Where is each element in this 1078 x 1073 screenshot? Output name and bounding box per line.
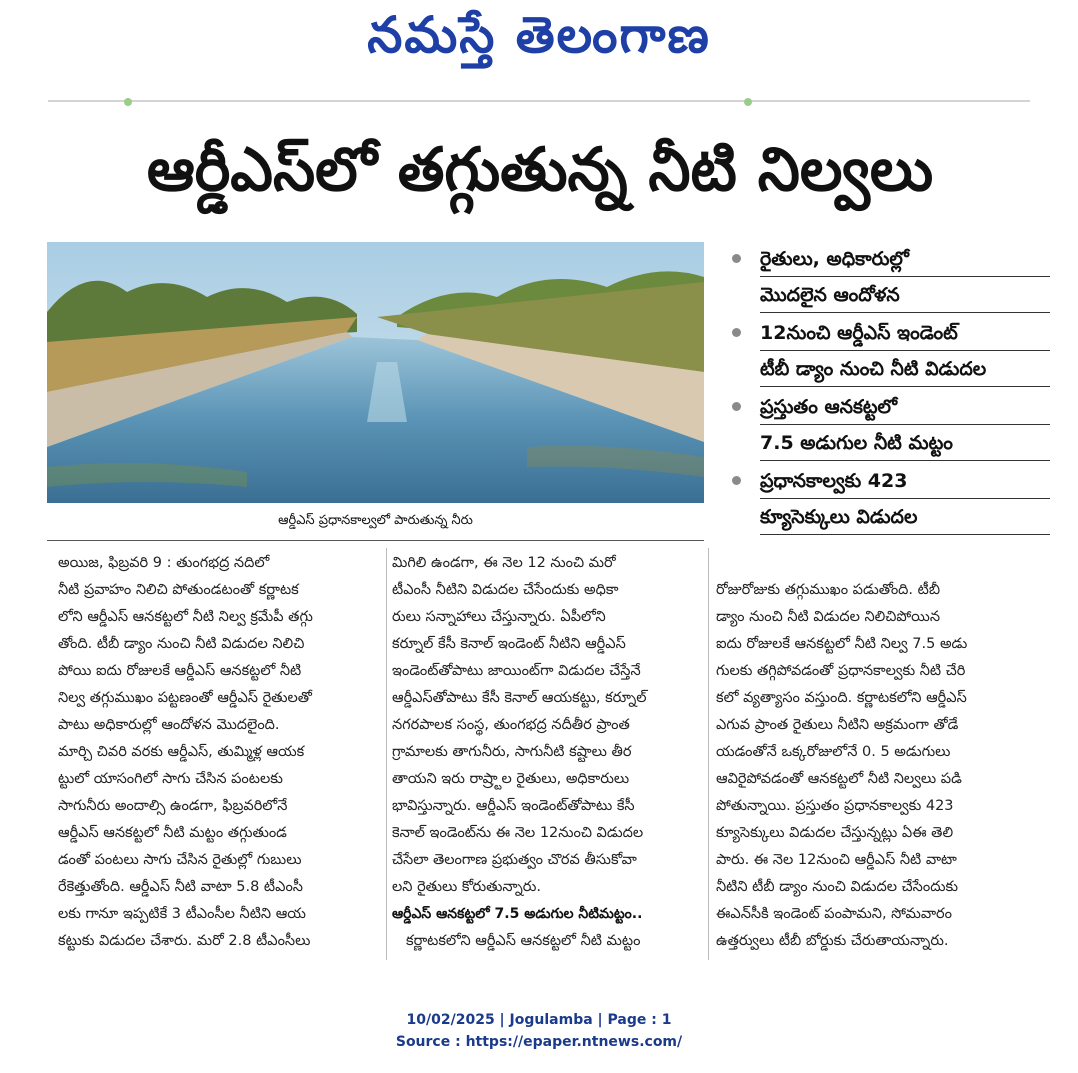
article-text-line: కెనాల్ ఇండెంట్‌ను ఈ నెల 12నుంచి విడుదల [392,825,644,841]
column-separator [708,548,709,960]
article-text-line: లకు గానూ ఇప్పటికే 3 టీఎంసీల నీటిని ఆయ [58,906,306,922]
article-text-line: రోజురోజుకు తగ్గుముఖం పడుతోంది. టీబీ [716,582,941,598]
highlight-line: ప్రధానకాల్వకు 423 [760,467,1050,499]
bullet-icon [732,254,741,263]
footer-date-edition: 10/02/2025 | Jogulamba | Page : 1 [406,1012,672,1028]
article-text-line: రులు సన్నాహాలు చేస్తున్నారు. ఏపీలోని [392,609,606,625]
article-text-line: క్యూసెక్కులు విడుదల చేస్తున్నట్లు ఏఈ తెలి [716,825,954,841]
article-text-line: ఐదు రోజులకే ఆనకట్టలో నీటి నిల్వ 7.5 అడు [716,636,968,652]
article-text-line: గులకు తగ్గిపోవడంతో ప్రధానకాల్వకు నీటి చేరి [716,663,966,679]
caption-divider [47,540,704,541]
divider-dot-right [744,98,752,106]
article-text-line: నిల్వ తగ్గుముఖం పట్టణంతో ఆర్డీఎస్ రైతులతో [58,690,312,706]
article-text-line: కర్నూల్ కేసీ కెనాల్ ఇండెంట్ నీటిని ఆర్డీఎస్ [392,636,626,652]
article-text-line: అయిజ, ఫిబ్రవరి 9 : తుంగభద్ర నదిలో [58,555,270,571]
column-separator [386,548,387,960]
article-text-line: లని రైతులు కోరుతున్నారు. [392,879,542,895]
article-column-2 [392,550,704,955]
highlight-item [730,319,1050,387]
article-column-3 [716,577,1032,955]
article-text-line: గ్రామాలకు తాగునీరు, సాగునీటి కష్టాలు తీర [392,744,632,760]
article-text-line: మిగిలి ఉండగా, ఈ నెల 12 నుంచి మరో [392,555,616,571]
article-text-line: మార్చి చివరి వరకు ఆర్డీఎస్, తుమ్మిళ్ల ఆయక [58,744,305,760]
article-text-line: నీటిని టీబీ డ్యాం నుంచి విడుదల చేసేందుకు [716,879,959,895]
article-text-line: ఉత్తర్వులు టీబీ బోర్డుకు చేరుతాయన్నారు. [716,933,949,949]
article-text-line: భావిస్తున్నారు. ఆర్డీఎస్ ఇండెంట్‌తోపాటు కేసీ [392,798,635,814]
article-text-line: లోని ఆర్డీఎస్ ఆనకట్టలో నీటి నిల్వ క్రమేపీ తగ్గు [58,609,313,625]
divider-dot-left [124,98,132,106]
highlight-line: ప్రస్తుతం ఆనకట్టలో [760,393,1050,425]
article-text-line: కలో వ్యత్యాసం వస్తుంది. కర్ణాటకలోని ఆర్డీఎస్ [716,690,967,706]
article-text-line: డంతో పంటలు సాగు చేసిన రైతుల్లో గుబులు [58,852,302,868]
bullet-icon [732,328,741,337]
article-subheading: ఆర్డీఎస్ ఆనకట్టలో 7.5 అడుగుల నీటిమట్టం.. [392,906,643,922]
masthead-divider [48,100,1030,102]
highlight-line: 12నుంచి ఆర్డీఎస్ ఇండెంట్ [760,319,1050,351]
article-text-line: తాయని ఇరు రాష్ర్టాల రైతులు, అధికారులు [392,771,630,787]
article-text-line: యడంతోనే ఒక్కరోజులోనే 0. 5 అడుగులు [716,744,951,760]
article-text-line: నగరపాలక సంస్థ, తుంగభద్ర నదీతీర ప్రాంత [392,717,630,733]
highlight-line: టీబీ డ్యాం నుంచి నీటి విడుదల [760,355,1050,387]
highlights-box [730,245,1050,541]
article-text-line: టీఎంసీ నీటిని విడుదల చేసేందుకు అధికా [392,582,619,598]
article-column-1 [58,550,380,955]
highlight-line: రైతులు, అధికారుల్లో [760,245,1050,277]
article-text-line: కట్టుకు విడుదల చేశారు. మరో 2.8 టీఎంసీలు [58,933,311,949]
article-headline: ఆర్డీఎస్‌లో తగ్గుతున్న నీటి నిల్వలు [146,135,934,205]
article-text-line: ఈఎన్‌సీకి ఇండెంట్ పంపామని, సోమవారం [716,906,952,922]
article-text-line: ఎగువ ప్రాంత రైతులు నీటిని అక్రమంగా తోడే [716,717,959,733]
highlight-line: 7.5 అడుగుల నీటి మట్టం [760,429,1050,461]
highlight-item [730,245,1050,313]
article-text-line: పోతున్నాయి. ప్రస్తుతం ప్రధానకాల్వకు 423 [716,798,954,814]
bullet-icon [732,402,741,411]
bullet-icon [732,476,741,485]
article-text-line: పారు. ఈ నెల 12నుంచి ఆర్డీఎస్ నీటి వాటా [716,852,957,868]
article-text-line: నీటి ప్రవాహం నిలిచి పోతుండటంతో కర్ణాటక [58,582,299,598]
article-text-line: పోయి ఐదు రోజులకే ఆర్డీఎస్ ఆనకట్టలో నీటి [58,663,302,679]
highlight-item [730,467,1050,535]
canal-photo [47,242,704,503]
article-text-line: ఆర్డీఎస్‌తోపాటు కేసీ కెనాల్ ఆయకట్టు, కర్నూల్ [392,690,647,706]
article-text-line: డ్యాం నుంచి నీటి విడుదల నిలిచిపోయిన [716,609,941,625]
article-text-line: తోంది. టీబీ డ్యాం నుంచి నీటి విడుదల నిలిచి [58,636,305,652]
article-text-line: ట్టులో యాసంగిలో సాగు చేసిన పంటలకు [58,771,283,787]
highlight-item [730,393,1050,461]
article-text-line: ఆవిరైపోవడంతో ఆనకట్టలో నీటి నిల్వలు పడి [716,771,962,787]
highlight-line: క్యూసెక్కులు విడుదల [760,503,1050,535]
masthead-logo: నమస్తే తెలంగాణ [367,6,711,64]
article-text-line: పాటు అధికారుల్లో ఆందోళన మొదలైంది. [58,717,280,733]
highlight-line: మొదలైన ఆందోళన [760,281,1050,313]
footer-source: Source : https://epaper.ntnews.com/ [395,1034,683,1050]
article-text-line: చేసేలా తెలంగాణ ప్రభుత్వం చొరవ తీసుకోవా [392,852,637,868]
article-text-line: సాగునీరు అందాల్సి ఉండగా, ఫిబ్రవరిలోనే [58,798,288,814]
article-text-line: రేకెత్తుతోంది. ఆర్డీఎస్ నీటి వాటా 5.8 టీఎంసీ [58,879,303,895]
article-text-line: కర్ణాటకలోని ఆర్డీఎస్ ఆనకట్టలో నీటి మట్టం [406,933,641,949]
article-text-line: ఇండెంట్‌తోపాటు జాయింట్‌గా విడుదల చేస్తేనే [392,663,641,679]
photo-caption: ఆర్డీఎస్ ప్రధానకాల్వలో పారుతున్న నీరు [278,513,473,528]
article-text-line: ఆర్డీఎస్ ఆనకట్టలో నీటి మట్టం తగ్గుతుండ [58,825,287,841]
